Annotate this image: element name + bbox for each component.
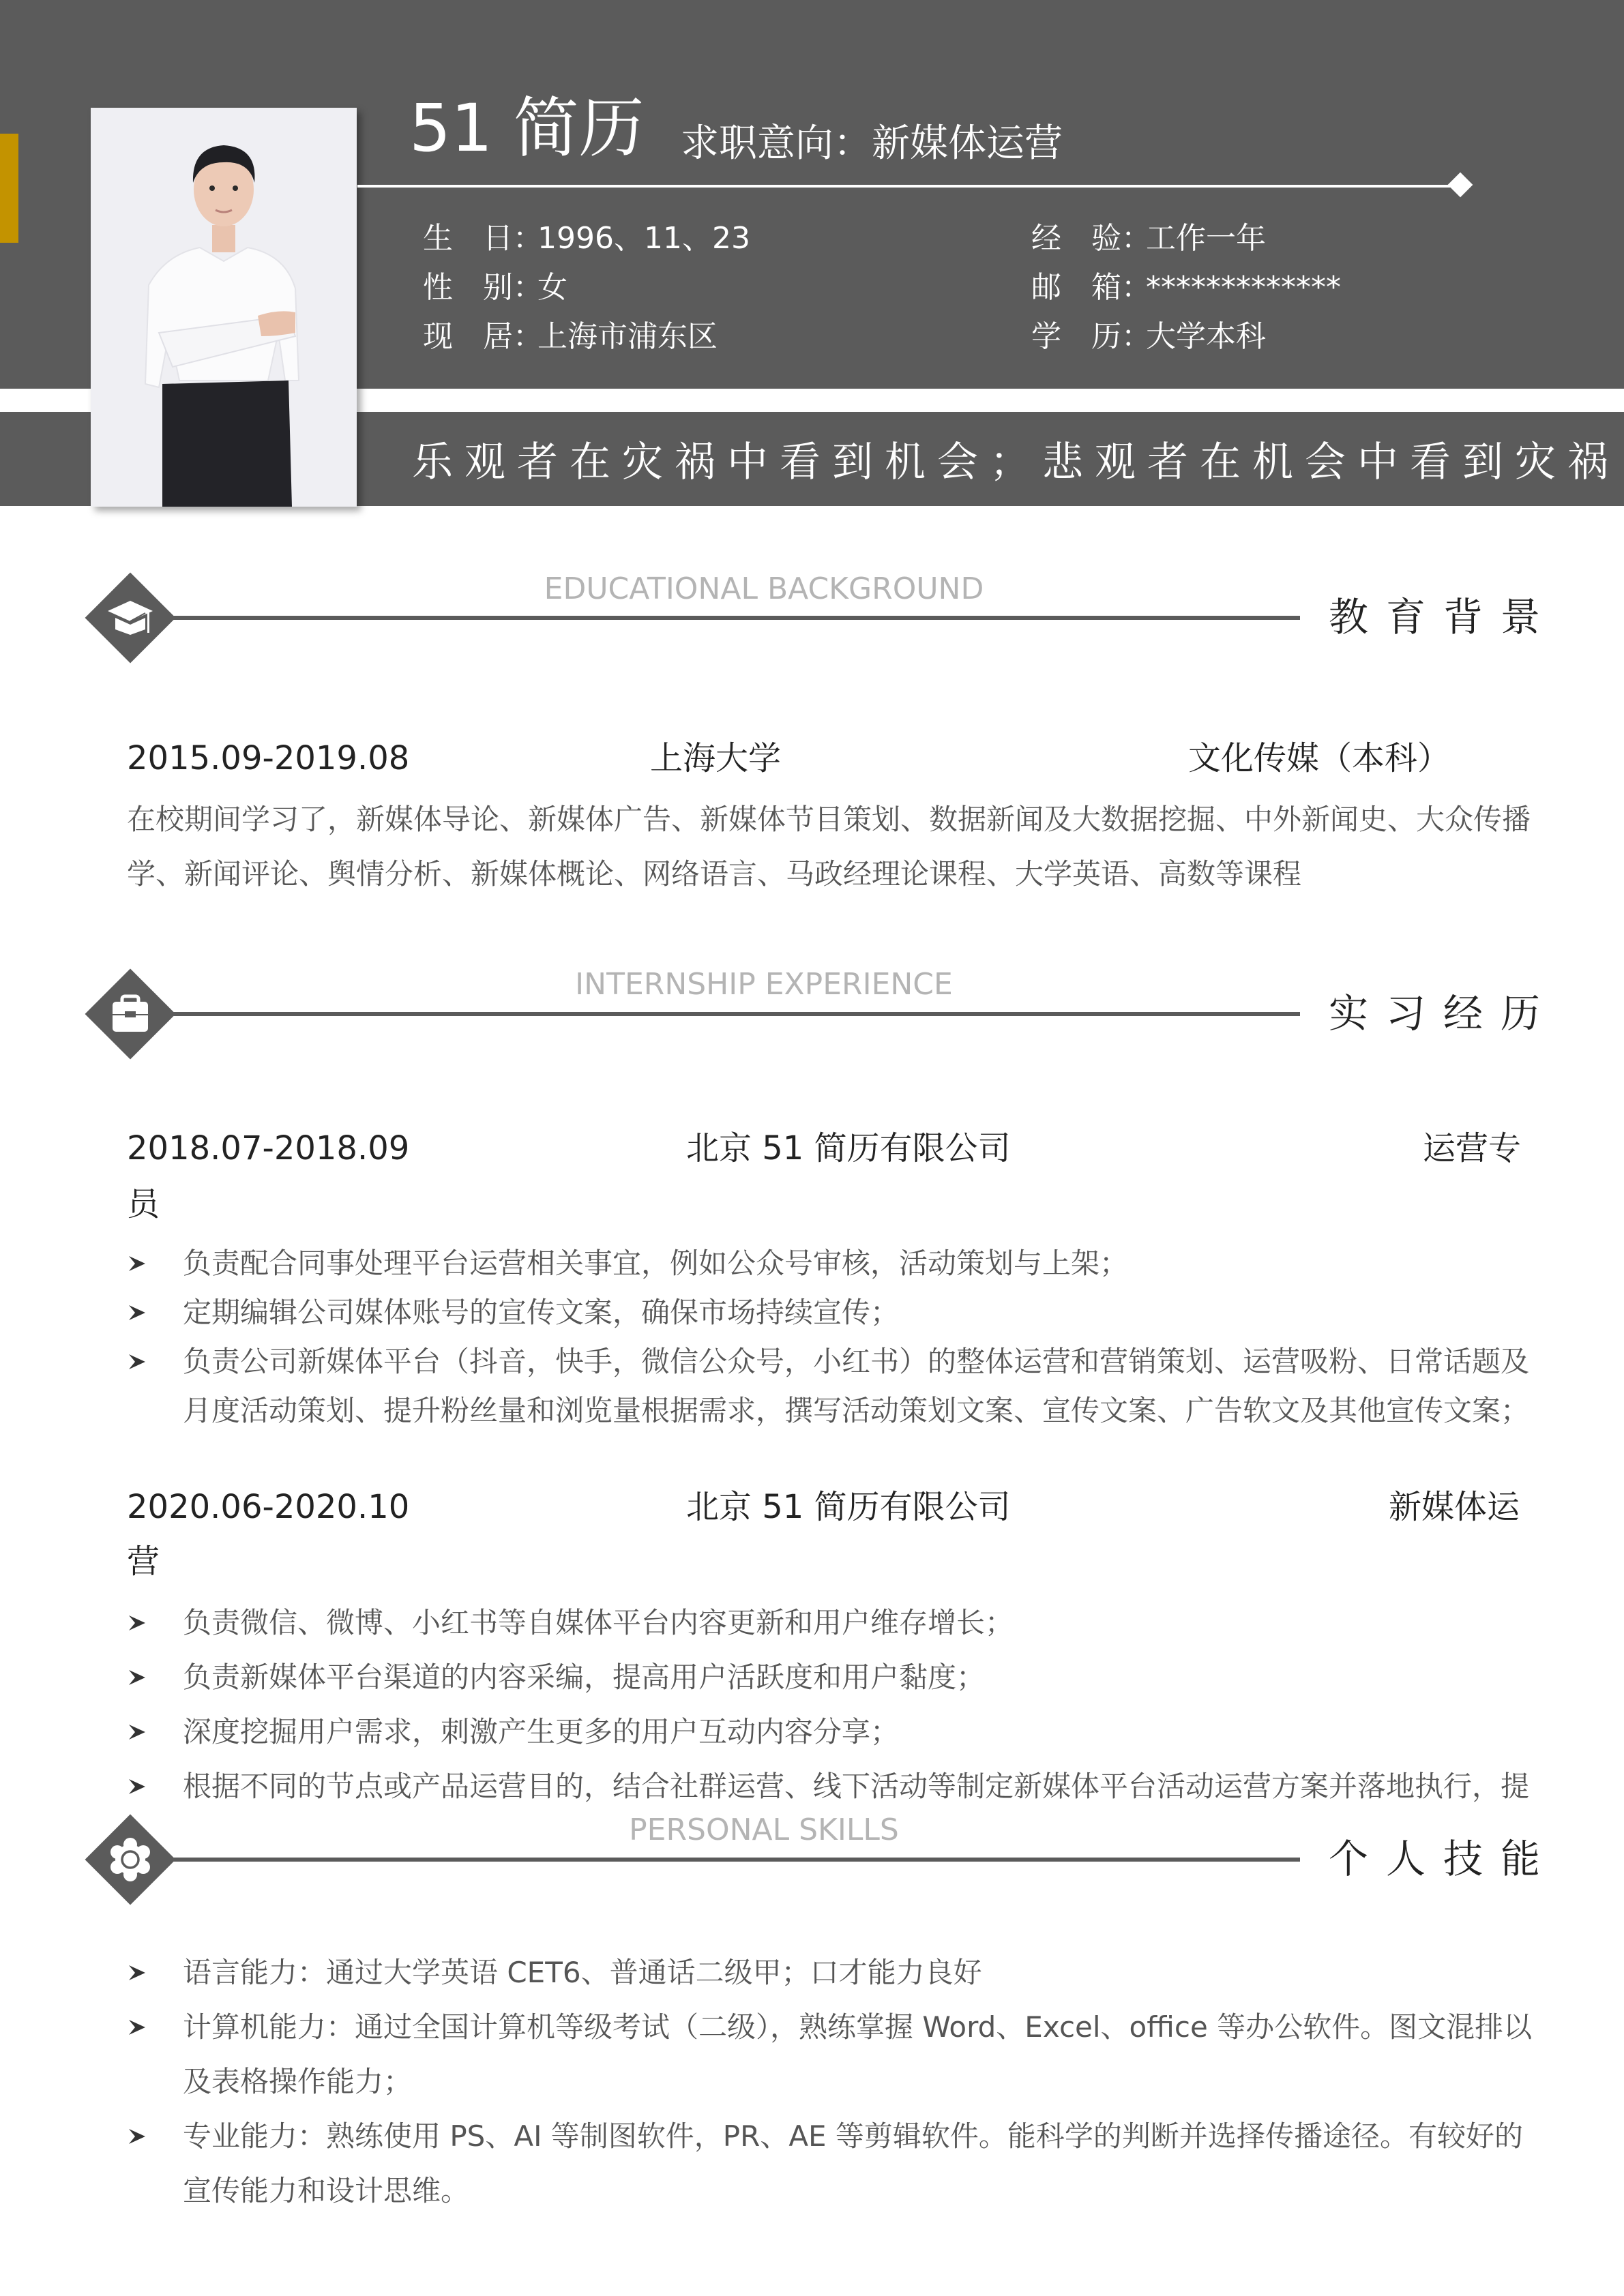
- bullet-text: 负责新媒体平台渠道的内容采编，提高用户活跃度和用户黏度；: [183, 1660, 986, 1694]
- info-value: *************: [1146, 270, 1341, 305]
- briefcase-icon: [103, 987, 158, 1041]
- info-value: 工作一年: [1146, 221, 1266, 256]
- internship-date: 2018.07-2018.09: [127, 1129, 410, 1167]
- bullet-text: 定期编辑公司媒体账号的宣传文案，确保市场持续宣传；: [183, 1296, 900, 1329]
- arrow-bullet-icon: [127, 1337, 150, 1401]
- bullet-item: [127, 1337, 1539, 1435]
- job-intent: 求职意向：新媒体运营: [681, 121, 1063, 166]
- internship-role-wrap: 营: [127, 1542, 160, 1581]
- bullet-item: [127, 2000, 1539, 2109]
- bullet-text: 负责配合同事处理平台运营相关事宜，例如公众号审核，活动策划与上架；: [183, 1247, 1129, 1280]
- info-value: 女: [537, 270, 567, 305]
- education-description: [127, 792, 1532, 901]
- bullet-text: 负责微信、微博、小红书等自媒体平台内容更新和用户维存增长；: [183, 1606, 1014, 1639]
- section-title-cn: 个人技能: [1329, 1836, 1559, 1882]
- internship-role: 新媒体运: [1389, 1488, 1520, 1526]
- info-value: 大学本科: [1146, 319, 1266, 354]
- internship-company: 北京 51 简历有限公司: [686, 1488, 1011, 1526]
- internship-company: 北京 51 简历有限公司: [686, 1129, 1011, 1167]
- section-title-en: INTERNSHIP EXPERIENCE: [575, 967, 953, 1002]
- info-birthday: [423, 221, 750, 256]
- bullet-text: 深度挖掘用户需求，刺激产生更多的用户互动内容分享；: [183, 1715, 900, 1748]
- graduation-cap-icon: [103, 591, 158, 645]
- bullet-text: 宣传能力和设计思维。: [183, 2174, 470, 2207]
- bullet-item: [127, 1705, 1539, 1759]
- resume-title: 51 简历: [409, 90, 645, 166]
- info-education: [1031, 319, 1266, 354]
- internship-bullets: [127, 1596, 1539, 1814]
- arrow-bullet-icon: [127, 2109, 150, 2181]
- internship-bullets: [127, 1239, 1539, 1435]
- info-label: 生 日：: [423, 221, 543, 256]
- skills-bullets: [127, 1945, 1539, 2218]
- bullet-text: 语言能力：通过大学英语 CET6、普通话二级甲；口才能力良好: [183, 1956, 982, 1989]
- bullet-text: 负责公司新媒体平台（抖音，快手，微信公众号，小红书）的整体运营和营销策划、运营吸粉、日常话题及: [183, 1345, 1530, 1378]
- header-divider: [357, 185, 1462, 188]
- internship-date: 2020.06-2020.10: [127, 1488, 410, 1526]
- info-gender: [423, 270, 567, 305]
- section-title-cn: 教育背景: [1329, 594, 1559, 640]
- arrow-bullet-icon: [127, 2000, 150, 2072]
- info-experience: [1031, 221, 1266, 256]
- accent-bar: [0, 134, 18, 243]
- bullet-text: 及表格操作能力；: [183, 2065, 413, 2098]
- person-photo-icon: [91, 108, 357, 507]
- profile-photo: [91, 108, 357, 507]
- bullet-text: 月度活动策划、提升粉丝量和浏览量根据需求，撰写活动策划文案、宣传文案、广告软文及其他宣传文案；: [183, 1394, 1530, 1427]
- info-value: 1996、11、23: [537, 221, 750, 256]
- section-title-en: EDUCATIONAL BACKGROUND: [544, 571, 984, 606]
- bullet-item: [127, 1596, 1539, 1650]
- internship-role-wrap: 员: [127, 1185, 160, 1223]
- info-label: 经 验：: [1031, 221, 1151, 256]
- bullet-item: [127, 1288, 1539, 1337]
- section-rule: [173, 1858, 1300, 1862]
- info-label: 现 居：: [423, 319, 543, 354]
- internship-role: 运营专: [1423, 1129, 1522, 1167]
- bullet-text: 专业能力：熟练使用 PS、AI 等制图软件，PR、AE 等剪辑软件。能科学的判断并选择传播途径。有较好的: [183, 2119, 1523, 2153]
- bullet-item: [127, 1945, 1539, 2000]
- bullet-item: [127, 1650, 1539, 1705]
- bullet-item: [127, 1239, 1539, 1288]
- bullet-item: [127, 2109, 1539, 2218]
- education-date: 2015.09-2019.08: [127, 739, 410, 777]
- section-rule: [173, 616, 1300, 620]
- education-school: 上海大学: [650, 739, 782, 777]
- info-label: 学 历：: [1031, 319, 1151, 354]
- bullet-text: 计算机能力：通过全国计算机等级考试（二级），熟练掌握 Word、Excel、office 等办公软件。图文混排以: [183, 2010, 1533, 2044]
- info-email: [1031, 270, 1341, 305]
- info-label: 性 别：: [423, 270, 543, 305]
- section-rule: [173, 1012, 1300, 1016]
- section-title-en: PERSONAL SKILLS: [629, 1813, 899, 1847]
- section-title-cn: 实习经历: [1329, 990, 1559, 1037]
- motto: 乐观者在灾祸中看到机会；悲观者在机会中看到灾祸: [412, 438, 1620, 486]
- bullet-item: [127, 1759, 1539, 1814]
- info-value: 上海市浦东区: [537, 319, 718, 354]
- bullet-text: 根据不同的节点或产品运营目的，结合社群运营、线下活动等制定新媒体平台活动运营方案并落地执行，提: [183, 1770, 1530, 1803]
- info-label: 邮 箱：: [1031, 270, 1151, 305]
- text-line: 在校期间学习了，新媒体导论、新媒体广告、新媒体节目策划、数据新闻及大数据挖掘、中外新闻史、大众传播: [127, 803, 1531, 836]
- gear-icon: [103, 1832, 158, 1887]
- text-line: 学、新闻评论、舆情分析、新媒体概论、网络语言、马政经理论课程、大学英语、高数等课程: [127, 857, 1302, 891]
- info-residence: [423, 319, 718, 354]
- education-major: 文化传媒（本科）: [1188, 739, 1451, 777]
